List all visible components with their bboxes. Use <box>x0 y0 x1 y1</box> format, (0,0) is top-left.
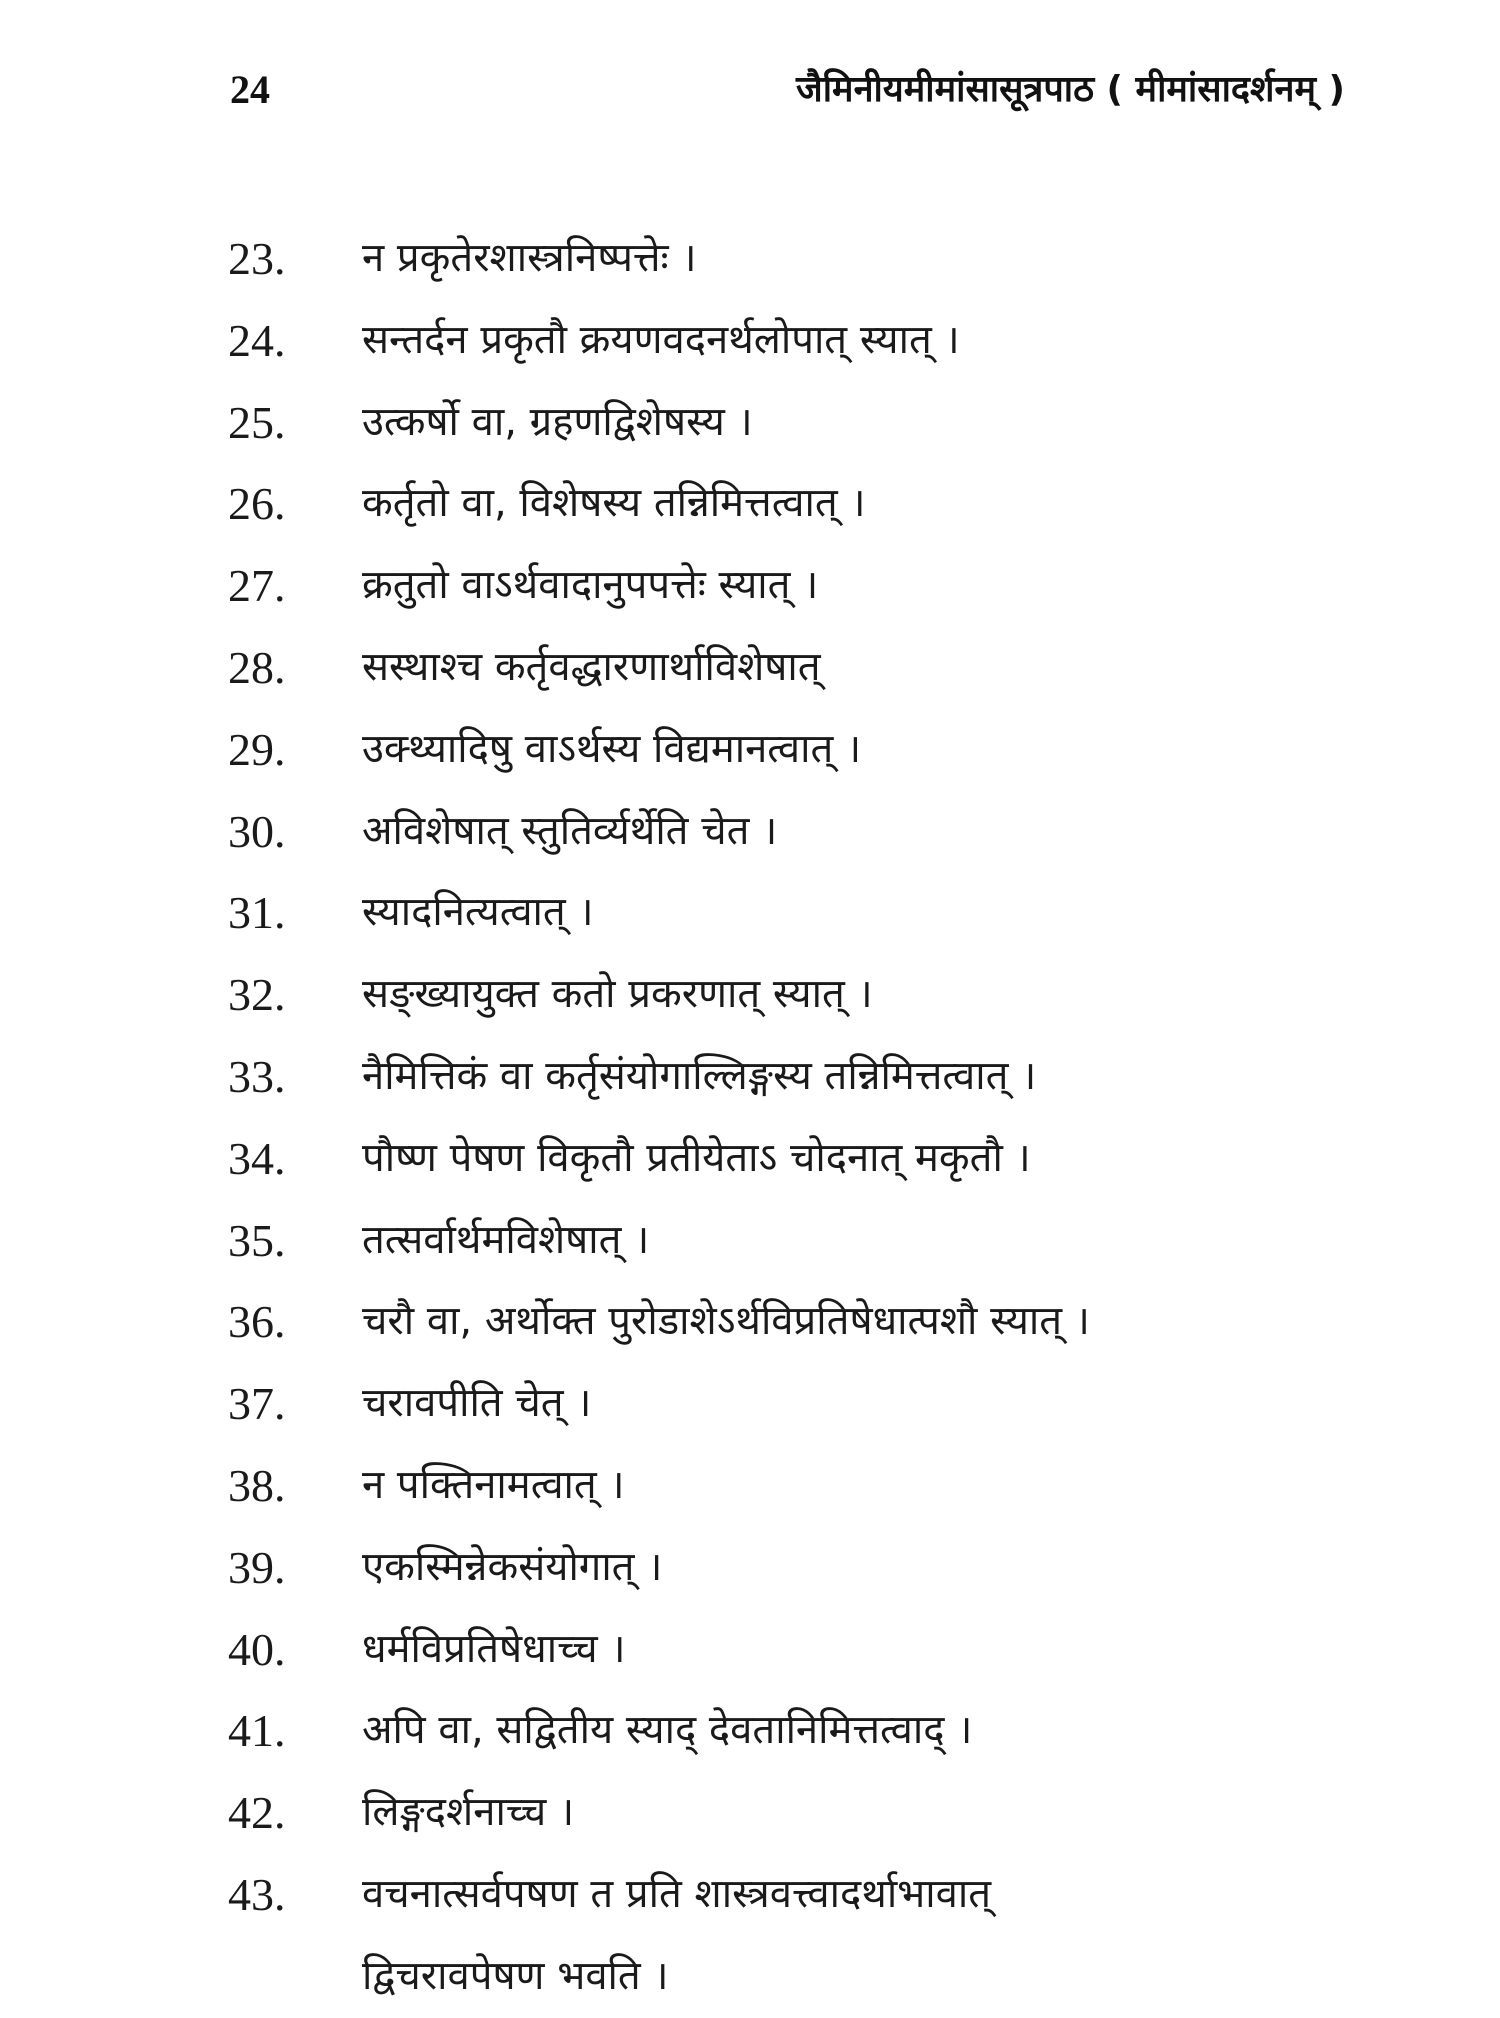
sutra-text <box>362 1609 1362 1691</box>
page-header <box>0 60 1500 120</box>
sutra-text-line: सन्तर्दन प्रकृतौ क्रयणवदनर्थलोपात् स्यात् । <box>362 316 960 363</box>
sutra-number: 43. <box>228 1868 286 1920</box>
sutra-number: 25. <box>228 396 286 448</box>
sutra-text-line: तत्सर्वार्थमविशेषात् । <box>362 1216 650 1263</box>
sutra-text-line: स्यादनित्यत्वात् । <box>362 889 594 936</box>
sutra-text <box>362 382 1362 464</box>
sutra-text <box>362 1772 1362 1854</box>
sutra-number: 27. <box>228 560 286 612</box>
sutra-number: 26. <box>228 478 286 530</box>
sutra-text-line: न प्रकृतेरशास्त्रनिष्पत्तेः । <box>362 235 697 281</box>
sutra-number: 37. <box>228 1378 286 1430</box>
sutra-text-line: सङ्ख्यायुक्त कतो प्रकरणात् स्यात् । <box>362 971 873 1018</box>
sutra-text-line: चरावपीति चेत् । <box>362 1380 592 1427</box>
sutra-item <box>0 300 1500 382</box>
sutra-item <box>0 382 1500 464</box>
sutra-number: 29. <box>228 723 286 775</box>
sutra-text-line: क्रतुतो वाऽर्थवादानुपपत्तेः स्यात् । <box>362 562 819 609</box>
sutra-number: 42. <box>228 1787 286 1839</box>
sutra-text <box>362 872 1362 954</box>
sutra-text <box>362 463 1362 545</box>
sutra-number: 40. <box>228 1623 286 1675</box>
sutra-item <box>0 1036 1500 1118</box>
sutra-item <box>0 1363 1500 1445</box>
sutra-item <box>0 627 1500 709</box>
sutra-text <box>362 954 1362 1036</box>
sutra-text-line: वचनात्सर्वपषण त प्रति शास्त्रवत्त्वादर्थाभावात् <box>362 1870 992 1917</box>
sutra-number: 38. <box>228 1459 286 1511</box>
sutra-item <box>0 1445 1500 1527</box>
page-number: 24 <box>230 67 270 112</box>
sutra-text <box>362 545 1362 627</box>
sutra-text-line: पौष्ण पेषण विकृतौ प्रतीयेताऽ चोदनात् मकृतौ । <box>362 1134 1031 1181</box>
sutra-item <box>0 218 1500 300</box>
sutra-text-line: कर्तृतो वा, विशेषस्य तन्निमित्तत्वात् । <box>362 480 866 527</box>
sutra-item <box>0 1772 1500 1854</box>
sutra-text <box>362 300 1362 382</box>
sutra-number: 24. <box>228 314 286 366</box>
sutra-text-line: धर्मविप्रतिषेधाच्च । <box>362 1625 626 1672</box>
sutra-item <box>0 1527 1500 1609</box>
sutra-text <box>362 1281 1362 1363</box>
sutra-list <box>0 218 1500 2018</box>
sutra-item <box>0 1118 1500 1200</box>
sutra-text-line: द्विचरावपेषण भवति । <box>362 1952 669 1999</box>
sutra-text <box>362 1363 1362 1445</box>
sutra-text-line: उत्कर्षो वा, ग्रहणद्विशेषस्य । <box>362 398 753 445</box>
sutra-item <box>0 1854 1500 2018</box>
sutra-number: 39. <box>228 1541 286 1593</box>
sutra-text-line: चरौ वा, अर्थोक्त पुरोडाशेऽर्थविप्रतिषेधात्पशौ स्यात् । <box>362 1298 1090 1345</box>
sutra-item <box>0 1200 1500 1282</box>
sutra-text <box>362 791 1362 873</box>
sutra-text <box>362 1200 1362 1282</box>
sutra-number: 36. <box>228 1296 286 1348</box>
sutra-number: 33. <box>228 1050 286 1102</box>
sutra-number: 32. <box>228 969 286 1021</box>
sutra-text <box>362 1527 1362 1609</box>
sutra-item <box>0 1609 1500 1691</box>
running-title: जैमिनीयमीमांसासूत्रपाठ ( मीमांसादर्शनम् ) <box>796 69 1345 110</box>
sutra-text-line: अविशेषात् स्तुतिर्व्यर्थेति चेत । <box>362 807 778 854</box>
sutra-item <box>0 954 1500 1036</box>
sutra-text-line: सस्थाश्च कर्तृवद्धारणार्थाविशेषात् <box>362 643 821 690</box>
sutra-item <box>0 872 1500 954</box>
sutra-text-line: नैमित्तिकं वा कर्तृसंयोगाल्लिङ्गस्य तन्निमित्तत्वात् । <box>362 1052 1037 1099</box>
sutra-item <box>0 1690 1500 1772</box>
sutra-item <box>0 545 1500 627</box>
sutra-number: 30. <box>228 805 286 857</box>
sutra-item <box>0 791 1500 873</box>
sutra-item <box>0 463 1500 545</box>
sutra-text <box>362 1445 1362 1527</box>
sutra-item <box>0 1281 1500 1363</box>
sutra-text-line: लिङ्गदर्शनाच्च । <box>362 1789 575 1836</box>
sutra-number: 28. <box>228 641 286 693</box>
sutra-text <box>362 1036 1362 1118</box>
sutra-number: 34. <box>228 1132 286 1184</box>
sutra-number: 31. <box>228 887 286 939</box>
sutra-text <box>362 709 1362 791</box>
sutra-text <box>362 1690 1362 1772</box>
sutra-text <box>362 627 1362 709</box>
sutra-number: 23. <box>228 233 286 284</box>
sutra-number: 41. <box>228 1705 286 1757</box>
sutra-text-line: एकस्मिन्नेकसंयोगात् । <box>362 1543 663 1590</box>
sutra-text <box>362 1118 1362 1200</box>
sutra-text <box>362 1854 1362 2018</box>
sutra-text-line: न पक्तिनामत्वात् । <box>362 1461 625 1508</box>
sutra-number: 35. <box>228 1214 286 1266</box>
sutra-item <box>0 709 1500 791</box>
sutra-text-line: उक्थ्यादिषु वाऽर्थस्य विद्यमानत्वात् । <box>362 725 862 772</box>
sutra-text-line: अपि वा, सद्वितीय स्याद् देवतानिमित्तत्वाद् । <box>362 1707 973 1754</box>
sutra-text <box>362 218 1362 300</box>
